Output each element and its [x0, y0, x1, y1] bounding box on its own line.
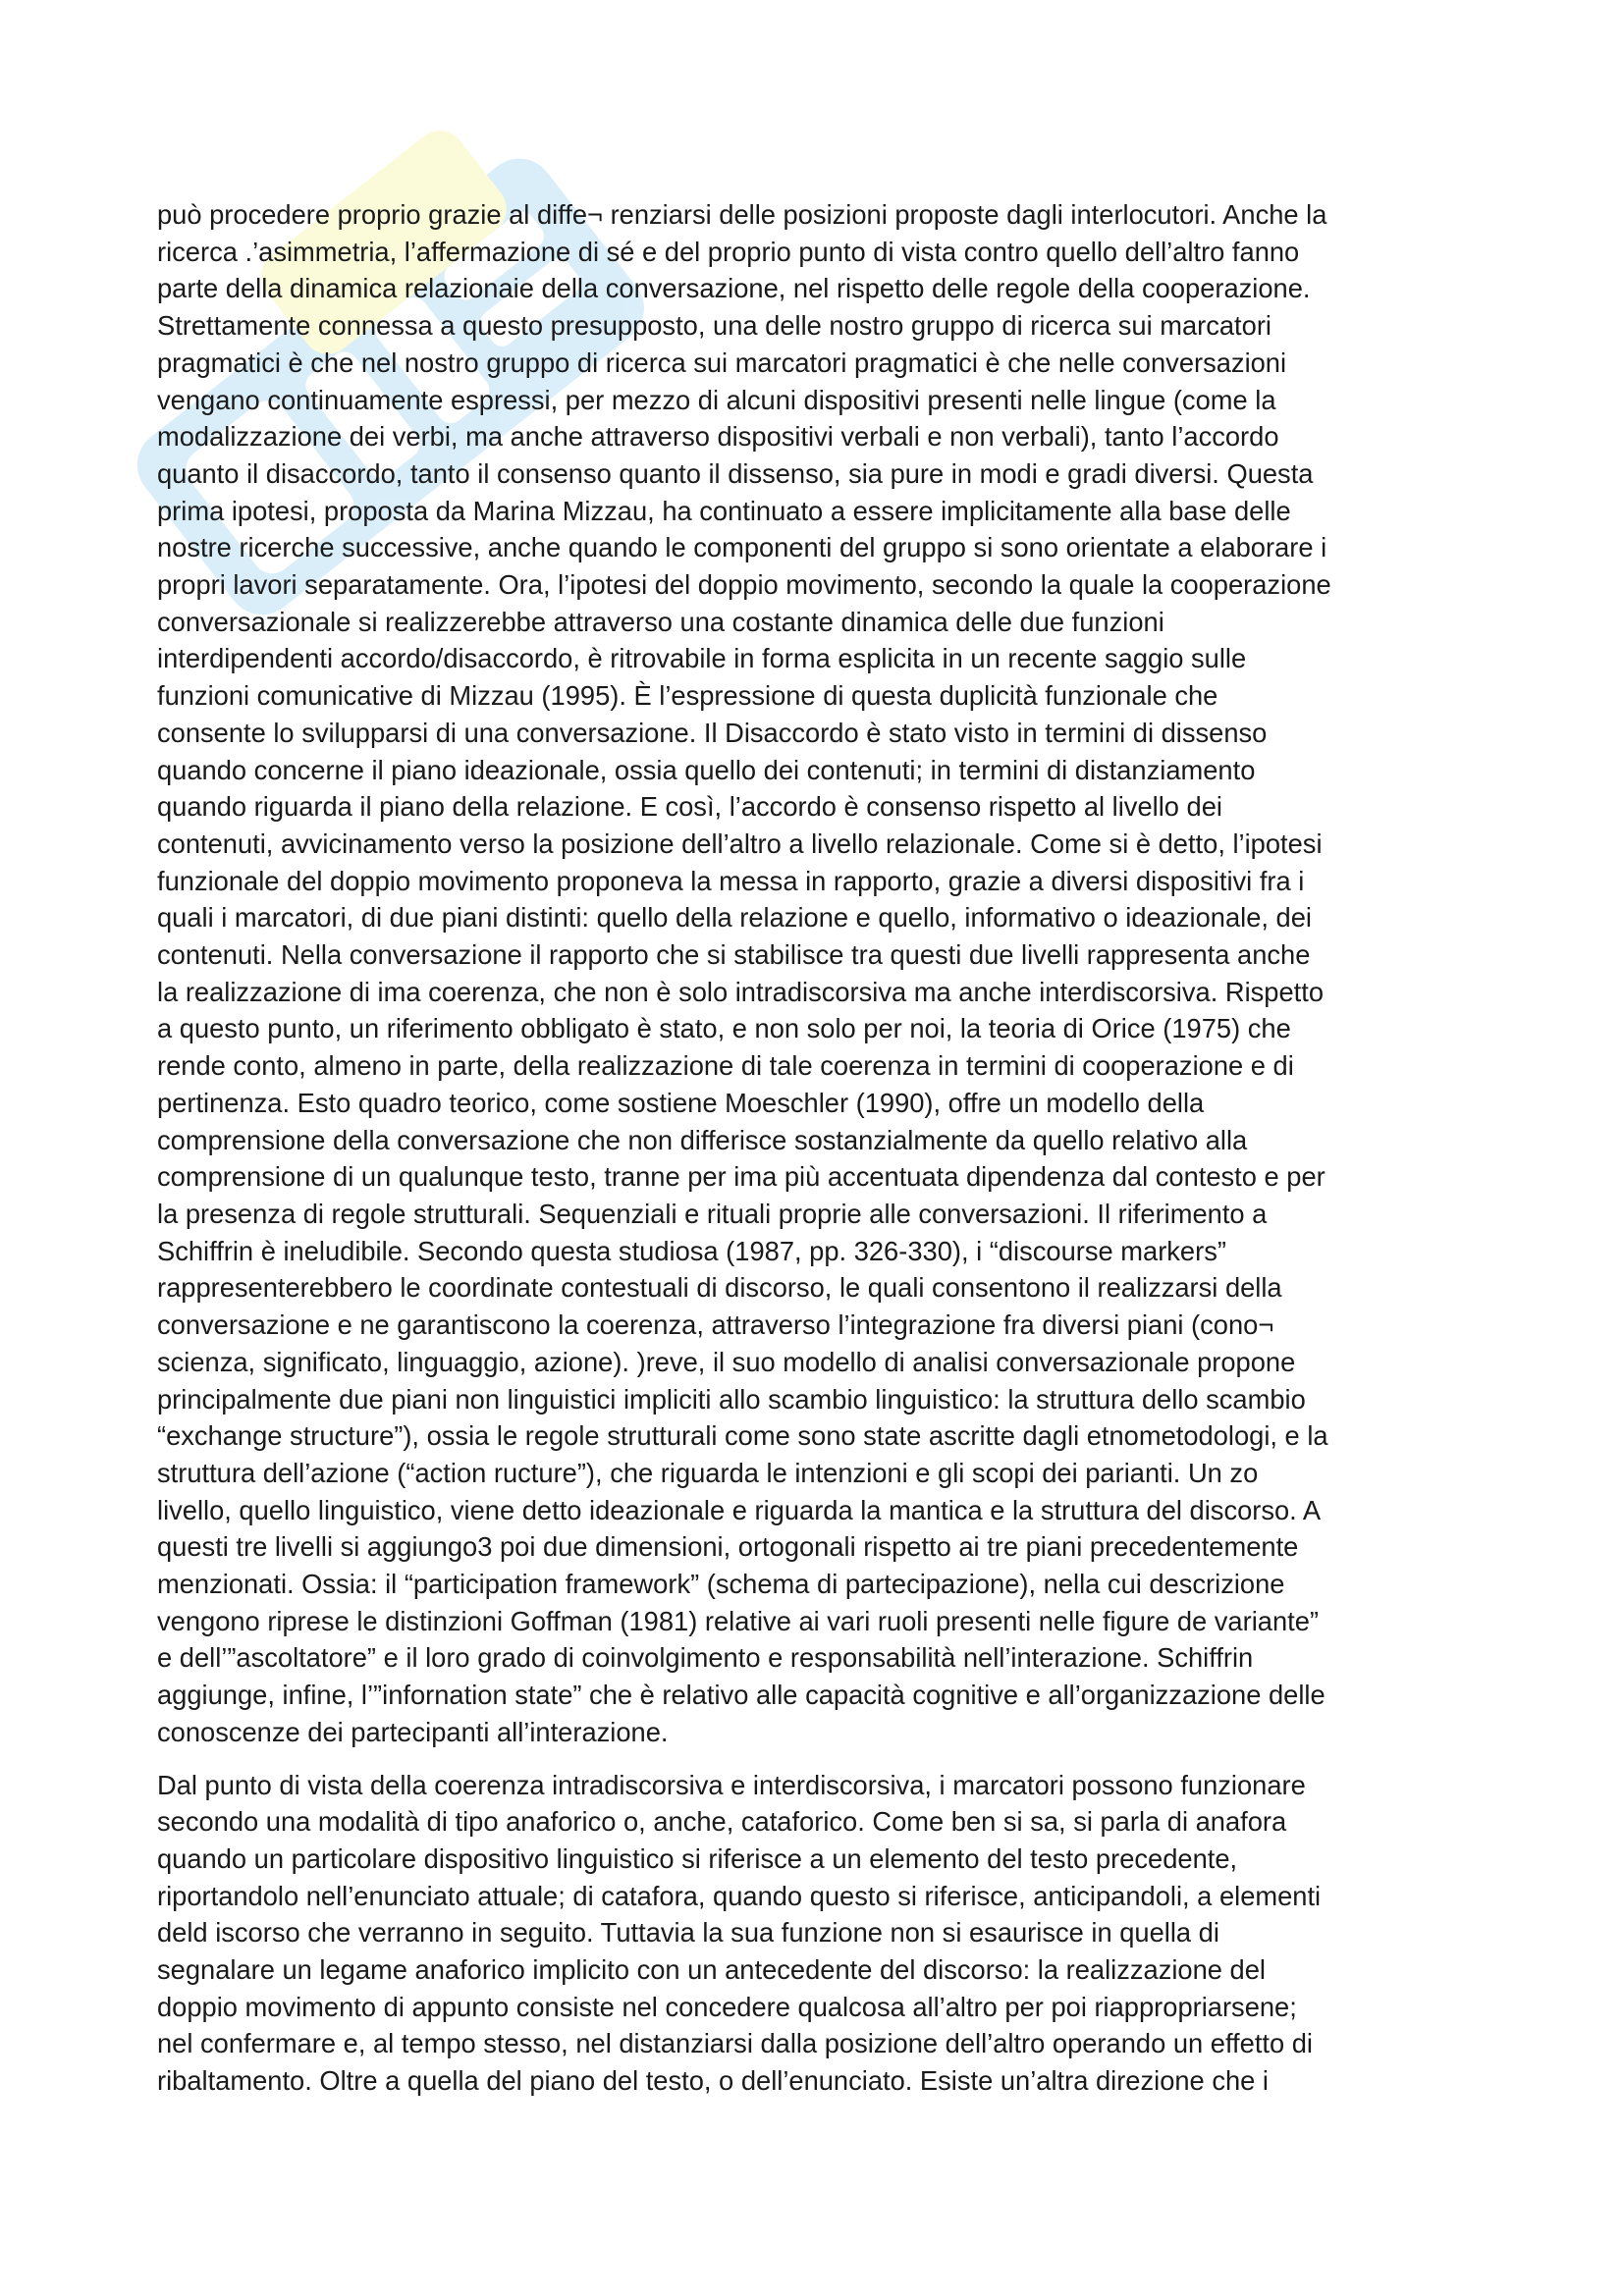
body-paragraph: può procedere proprio grazie al diffe¬ renziarsi delle posizioni proposte dagli interlocutori. Anche la ricerca .’asimmetria, l’affermazione di sé e del proprio punto di vista contro quello dell’altro fanno parte della dinamica relazionaie della conversazione, nel rispetto delle regole della cooperazione. Strettamente connessa a questo presupposto, una delle nostro gruppo di ricerca sui marcatori pragmatici è che nel nostro gruppo di ricerca sui marcatori pragmatici è che nelle conversazioni vengano continuamente espressi, per mezzo di alcuni dispositivi presenti nelle lingue (come la modalizzazione dei verbi, ma anche attraverso dispositivi verbali e non verbali), tanto l’accordo quanto il disaccordo, tanto il consenso quanto il dissenso, sia pure in modi e gradi diversi. Questa prima ipotesi, proposta da Marina Mizzau, ha continuato a essere implicitamente alla base delle nostre ricerche successive, anche quando le componenti del gruppo si sono orientate a elaborare i propri lavori separatamente. Ora, l’ipotesi del doppio movimento, secondo la quale la cooperazione conversazionale si realizzerebbe attraverso una costante dinamica delle due funzioni interdipendenti accordo/disaccordo, è ritrovabile in forma esplicita in un recente saggio sulle funzioni comunicative di Mizzau (1995). È l’espressione di questa duplicità funzionale che consente lo svilupparsi di una conversazione. Il Disaccordo è stato visto in termini di dissenso quando concerne il piano ideazionale, ossia quello dei contenuti; in termini di distanziamento quando riguarda il piano della relazione. E così, l’accordo è consenso rispetto al livello dei contenuti, avvicinamento verso la posizione dell’altro a livello relazionale. Come si è detto, l’ipotesi funzionale del doppio movimento proponeva la messa in rapporto, grazie a diversi dispositivi fra i quali i marcatori, di due piani distinti: quello della relazione e quello, informativo o ideazionale, dei contenuti. Nella conversazione il rapporto che si stabilisce tra questi due livelli rappresenta anche la realizzazione di ima coerenza, che non è solo intradiscorsiva ma anche interdiscorsiva. Rispetto a questo punto, un riferimento obbligato è stato, e non solo per noi, la teoria di Orice (1975) che rende conto, almeno in parte, della realizzazione di tale coerenza in termini di cooperazione e di pertinenza. Esto quadro teorico, come sostiene Moeschler (1990), offre un modello della comprensione della conversazione che non differisce sostanzialmente da quello relativo alla comprensione di un qualunque testo, tranne per ima più accentuata dipendenza dal contesto e per la presenza di regole strutturali. Sequenziali e rituali proprie alle conversazioni. Il riferimento a Schiffrin è ineludibile. Secondo questa studiosa (1987, pp. 326-330), i “discourse markers” rappresenterebbero le coordinate contestuali di discorso, le quali consentono il realizzarsi della conversazione e ne garantiscono la coerenza, attraverso l’integrazione fra diversi piani (cono¬ scienza, significato, linguaggio, azione). )reve, il suo modello di analisi conversazionale propone principalmente due piani non linguistici impliciti allo scambio linguistico: la struttura dello scambio “exchange structure”), ossia le regole strutturali come sono state ascritte dagli etnometodologi, e la struttura dell’azione (“action ructure”), che riguarda le intenzioni e gli scopi dei parianti. Un zo livello, quello linguistico, viene detto ideazionale e riguarda la mantica e la struttura del discorso. A questi tre livelli si aggiungo3 poi due dimensioni, ortogonali rispetto ai tre piani precedentemente menzionati. Ossia: il “participation framework” (schema di partecipazione), nella cui descrizione vengono riprese le distinzioni Goffman (1981) relative ai vari ruoli presenti nelle figure de variante” e dell’”ascoltatore” e il loro grado di coinvolgimento e responsabilità nell’interazione. Schiffrin aggiunge, infine, l’”infornation state” che è relativo alle capacità cognitive e all’organizzazione delle conoscenze dei partecipanti all’interazione.	[157, 199, 1331, 1747]
document-body	[157, 196, 1488, 2100]
body-paragraph: Dal punto di vista della coerenza intradiscorsiva e interdiscorsiva, i marcatori possono funzionare secondo una modalità di tipo anaforico o, anche, cataforico. Come ben si sa, si parla di anafora quando un particolare dispositivo linguistico si riferisce a un elemento del testo precedente, riportandolo nell’enunciato attuale; di catafora, quando questo si riferisce, anticipandoli, a elementi deld iscorso che verranno in seguito. Tuttavia la sua funzione non si esaurisce in quella di segnalare un legame anaforico implicito con un antecedente del discorso: la realizzazione del doppio movimento di appunto consiste nel concedere qualcosa all’altro per poi riappropriarsene; nel confermare e, al tempo stesso, nel distanziarsi dalla posizione dell’altro operando un effetto di ribaltamento. Oltre a quella del piano del testo, o dell’enunciato. Esiste un’altra direzione che i	[157, 1769, 1322, 2097]
